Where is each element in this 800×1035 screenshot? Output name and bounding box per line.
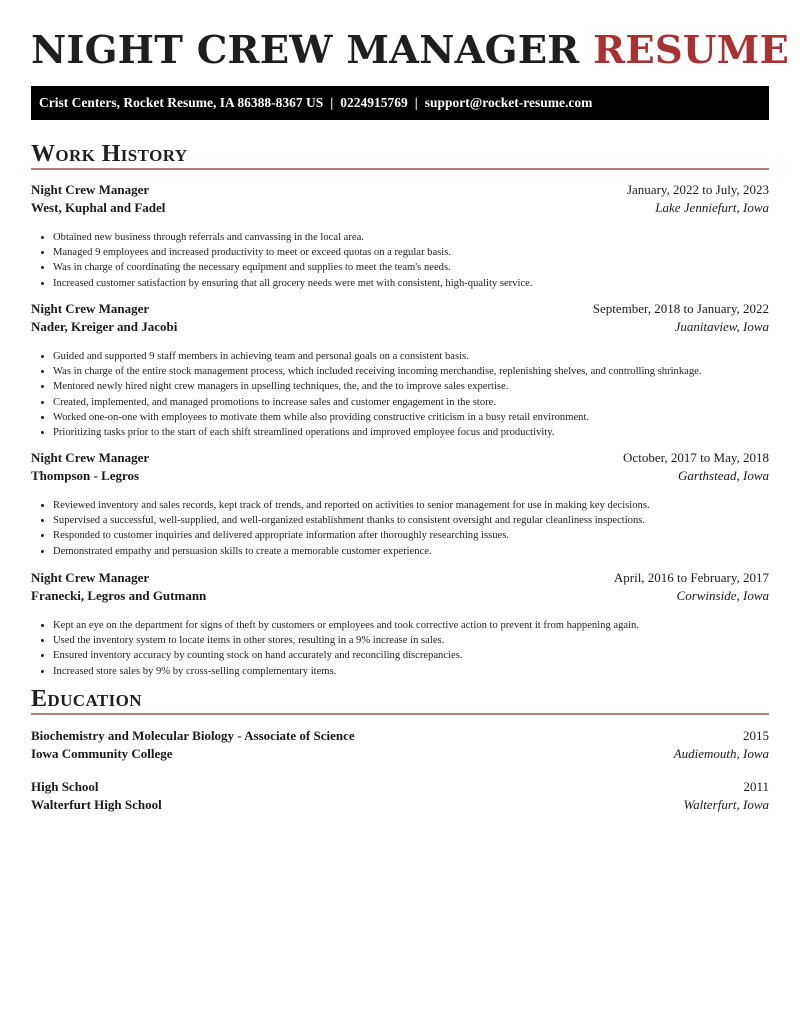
contact-separator: | <box>414 95 418 110</box>
job-bullet: • Responded to customer inquiries and delivered appropriate information after thoroughly researching issues. <box>53 528 769 543</box>
education-heading: Education <box>31 685 769 715</box>
job-location: Corwinside, Iowa <box>676 588 769 603</box>
job-location: Garthstead, Iowa <box>678 468 769 483</box>
job-bullet: • Used the inventory system to locate items in other stores, resulting in a 9% increase in sales. <box>53 633 769 648</box>
work-entry-header <box>31 300 769 318</box>
job-bullets <box>31 230 769 291</box>
job-bullets <box>31 498 769 559</box>
work-entry-subheader <box>31 587 769 605</box>
company-name: Nader, Kreiger and Jacobi <box>31 319 178 334</box>
job-bullet: • Was in charge of coordinating the necessary equipment and supplies to meet the team's needs. <box>53 260 769 275</box>
title-main: NIGHT CREW MANAGER <box>31 28 580 73</box>
job-title: Night Crew Manager <box>31 450 150 465</box>
job-bullet: • Reviewed inventory and sales records, kept track of trends, and reported on activities to senior management for use in making key decisions. <box>53 498 769 513</box>
work-entry <box>31 181 769 291</box>
work-entry-header <box>31 181 769 199</box>
work-entry <box>31 300 769 440</box>
job-bullet: • Demonstrated empathy and persuasion skills to create a memorable customer experience. <box>53 544 769 559</box>
job-bullet: • Was in charge of the entire stock management process, which included receiving incoming merchandise, replenishing shelves, and controlling shrinkage. <box>53 364 769 379</box>
degree-name: High School <box>31 779 99 794</box>
education-entry-header <box>31 727 769 745</box>
contact-phone[interactable]: 0224915769 <box>340 95 408 110</box>
school-name: Iowa Community College <box>31 746 173 761</box>
work-entry <box>31 449 769 559</box>
job-dates: September, 2018 to January, 2022 <box>592 301 769 316</box>
job-bullet: • Guided and supported 9 staff members in achieving team and personal goals on a consistent basis. <box>53 349 769 364</box>
work-entry-header <box>31 569 769 587</box>
job-bullet: • Obtained new business through referrals and canvassing in the local area. <box>53 230 769 245</box>
company-name: West, Kuphal and Fadel <box>31 200 166 215</box>
job-location: Lake Jenniefurt, Iowa <box>655 200 769 215</box>
job-bullet: • Managed 9 employees and increased productivity to meet or exceed quotas on a regular basis. <box>53 245 769 260</box>
job-bullet: • Mentored newly hired night crew managers in upselling techniques, the, and the to improve sales expertise. <box>53 379 769 394</box>
job-dates: October, 2017 to May, 2018 <box>623 450 769 465</box>
job-title: Night Crew Manager <box>31 301 150 316</box>
contact-email[interactable]: support@rocket-resume.com <box>424 95 593 110</box>
job-bullet: • Increased store sales by 9% by cross-selling complementary items. <box>53 664 769 679</box>
work-history-heading: Work History <box>31 140 769 170</box>
work-entry <box>31 569 769 679</box>
title-accent: RESUME <box>593 28 790 73</box>
graduation-year: 2011 <box>743 779 769 794</box>
job-bullet: • Kept an eye on the department for signs of theft by customers or employees and took corrective action to prevent it from happening again. <box>53 618 769 633</box>
job-bullets <box>31 618 769 679</box>
company-name: Franecki, Legros and Gutmann <box>31 588 207 603</box>
school-location: Audiemouth, Iowa <box>673 746 769 761</box>
job-bullet: • Ensured inventory accuracy by counting stock on hand accurately and reconciling discrepancies. <box>53 648 769 663</box>
work-entry-subheader <box>31 467 769 485</box>
job-dates: April, 2016 to February, 2017 <box>613 570 769 585</box>
work-entry-subheader <box>31 318 769 336</box>
education-entry <box>31 778 769 814</box>
company-name: Thompson - Legros <box>31 468 140 483</box>
job-bullet: • Worked one-on-one with employees to motivate them while also providing constructive criticism in a busy retail environment. <box>53 410 769 425</box>
contact-address: Crist Centers, Rocket Resume, IA 86388-8367 US <box>39 95 324 110</box>
job-title: Night Crew Manager <box>31 570 150 585</box>
school-name: Walterfurt High School <box>31 797 162 812</box>
job-title: Night Crew Manager <box>31 182 150 197</box>
job-dates: January, 2022 to July, 2023 <box>626 182 769 197</box>
job-bullet: • Supervised a successful, well-supplied, and well-organized establishment thanks to consistent oversight and regular cleanliness inspections. <box>53 513 769 528</box>
resume-title <box>31 28 789 74</box>
contact-separator: | <box>330 95 334 110</box>
degree-name: Biochemistry and Molecular Biology - Associate of Science <box>31 728 355 743</box>
job-bullets <box>31 349 769 440</box>
job-bullet: • Increased customer satisfaction by ensuring that all grocery needs were met with consistent, high-quality service. <box>53 276 769 291</box>
school-location: Walterfurt, Iowa <box>683 797 769 812</box>
graduation-year: 2015 <box>743 728 769 743</box>
job-location: Juanitaview, Iowa <box>674 319 769 334</box>
education-entry <box>31 727 769 763</box>
education-entry-subheader <box>31 796 769 814</box>
education-entry-subheader <box>31 745 769 763</box>
work-entry-subheader <box>31 199 769 217</box>
work-entry-header <box>31 449 769 467</box>
contact-bar <box>31 86 769 120</box>
job-bullet: • Created, implemented, and managed promotions to increase sales and customer engagement in the store. <box>53 395 769 410</box>
education-entry-header <box>31 778 769 796</box>
job-bullet: • Prioritizing tasks prior to the start of each shift streamlined operations and improved employee focus and productivity. <box>53 425 769 440</box>
